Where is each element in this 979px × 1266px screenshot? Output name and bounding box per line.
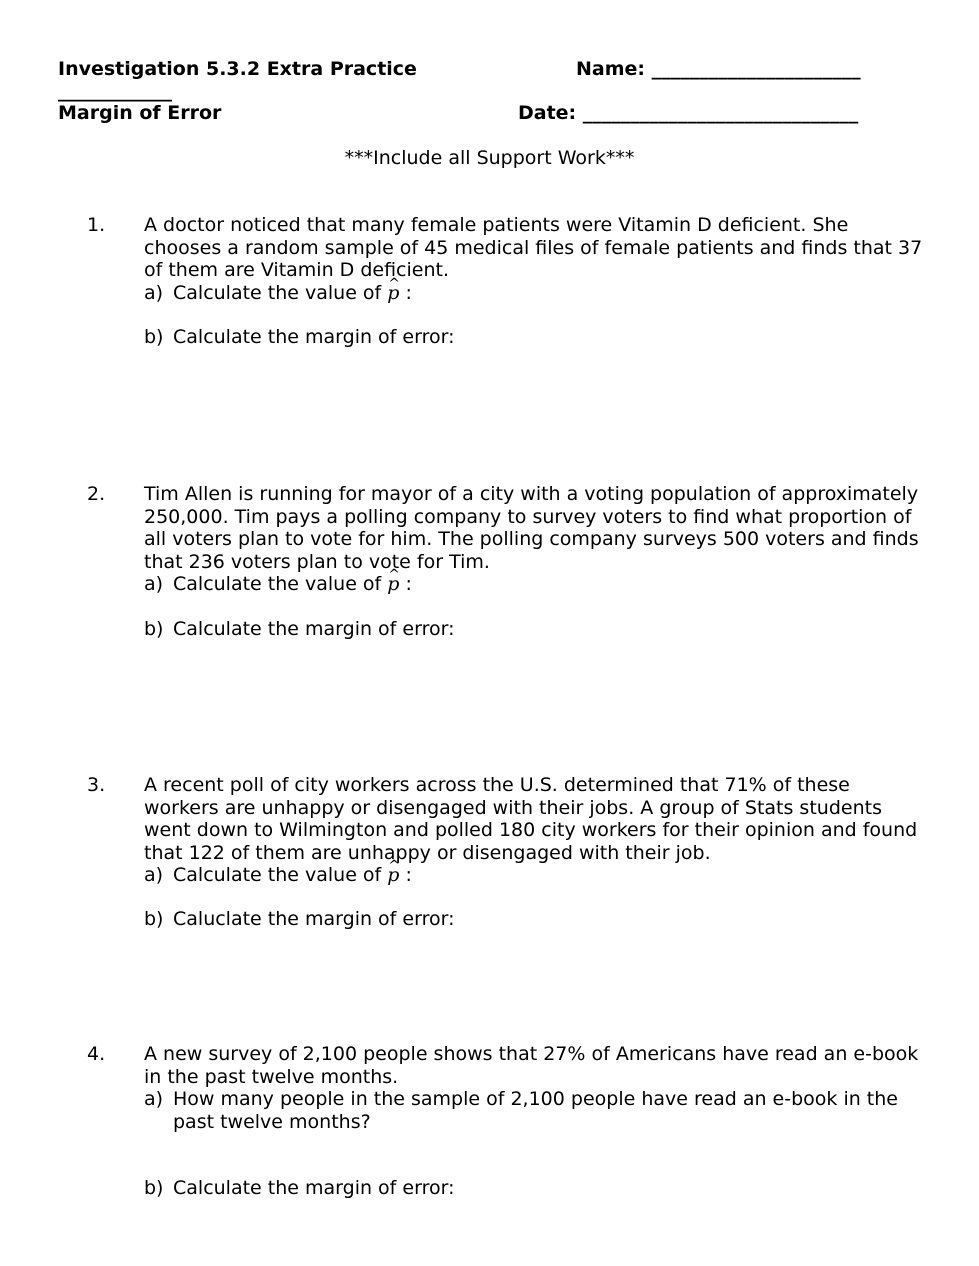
name-field[interactable]: Name: ______________________ — [576, 58, 861, 80]
problem-number: 1. — [87, 214, 106, 236]
part-a-suffix: : — [399, 282, 412, 304]
part-a-label: a) — [144, 282, 164, 304]
problem-number: 2. — [87, 483, 106, 505]
name-field-overflow-line: ____________ — [58, 80, 172, 102]
part-a-prompt: Calculate the value of — [173, 864, 382, 886]
part-b-text: Calculate the margin of error: — [173, 326, 455, 348]
p-hat-symbol: p ^ — [387, 864, 399, 887]
part-a-text — [173, 282, 923, 305]
problem-text: A doctor noticed that many female patients were Vitamin D deficient. She chooses a random sample of 45 medical files of female patients and finds that 37 of them are Vitamin D deficient. — [144, 214, 923, 281]
problem-number: 4. — [87, 1043, 106, 1065]
part-a-label: a) — [144, 573, 164, 595]
part-a-suffix: : — [399, 573, 412, 595]
part-a-text — [173, 573, 923, 596]
part-a-label: a) — [144, 1088, 164, 1110]
part-b-label: b) — [144, 1177, 164, 1199]
part-a-suffix: : — [399, 864, 412, 886]
instruction-text: ***Include all Support Work*** — [344, 147, 635, 169]
p-hat-symbol: p ^ — [387, 282, 399, 305]
part-b-text: Caluclate the margin of error: — [173, 908, 455, 930]
part-b-text: Calculate the margin of error: — [173, 618, 455, 640]
problem-number: 3. — [87, 774, 106, 796]
part-a-text — [173, 864, 923, 887]
part-a-text: How many people in the sample of 2,100 people have read an e-book in the past twelve months? — [173, 1088, 898, 1133]
part-b-label: b) — [144, 326, 164, 348]
worksheet-subtitle: Margin of Error — [58, 102, 222, 124]
date-field[interactable]: Date: _____________________________ — [518, 102, 859, 124]
part-a-label: a) — [144, 864, 164, 886]
part-b-text: Calculate the margin of error: — [173, 1177, 455, 1199]
part-a-prompt: Calculate the value of — [173, 282, 382, 304]
part-a-prompt: Calculate the value of — [173, 573, 382, 595]
worksheet-title: Investigation 5.3.2 Extra Practice — [58, 58, 417, 80]
problem-text: Tim Allen is running for mayor of a city with a voting population of approximately 250,000. Tim pays a polling company to survey voters to find what proportion of all voters plan to vote for him. The polling company surveys 500 voters and finds that 236 voters plan to vote for Tim. — [144, 483, 919, 573]
part-b-label: b) — [144, 618, 164, 640]
p-hat-symbol: p ^ — [387, 573, 399, 596]
part-b-label: b) — [144, 908, 164, 930]
problem-text: A new survey of 2,100 people shows that 27% of Americans have read an e-book in the past twelve months. — [144, 1043, 919, 1088]
problem-text: A recent poll of city workers across the U.S. determined that 71% of these workers are unhappy or disengaged with their jobs. A group of Stats students went down to Wilmington and polled 180 city workers for their opinion and found that 122 of them are unhappy or disengaged with their job. — [144, 774, 918, 864]
